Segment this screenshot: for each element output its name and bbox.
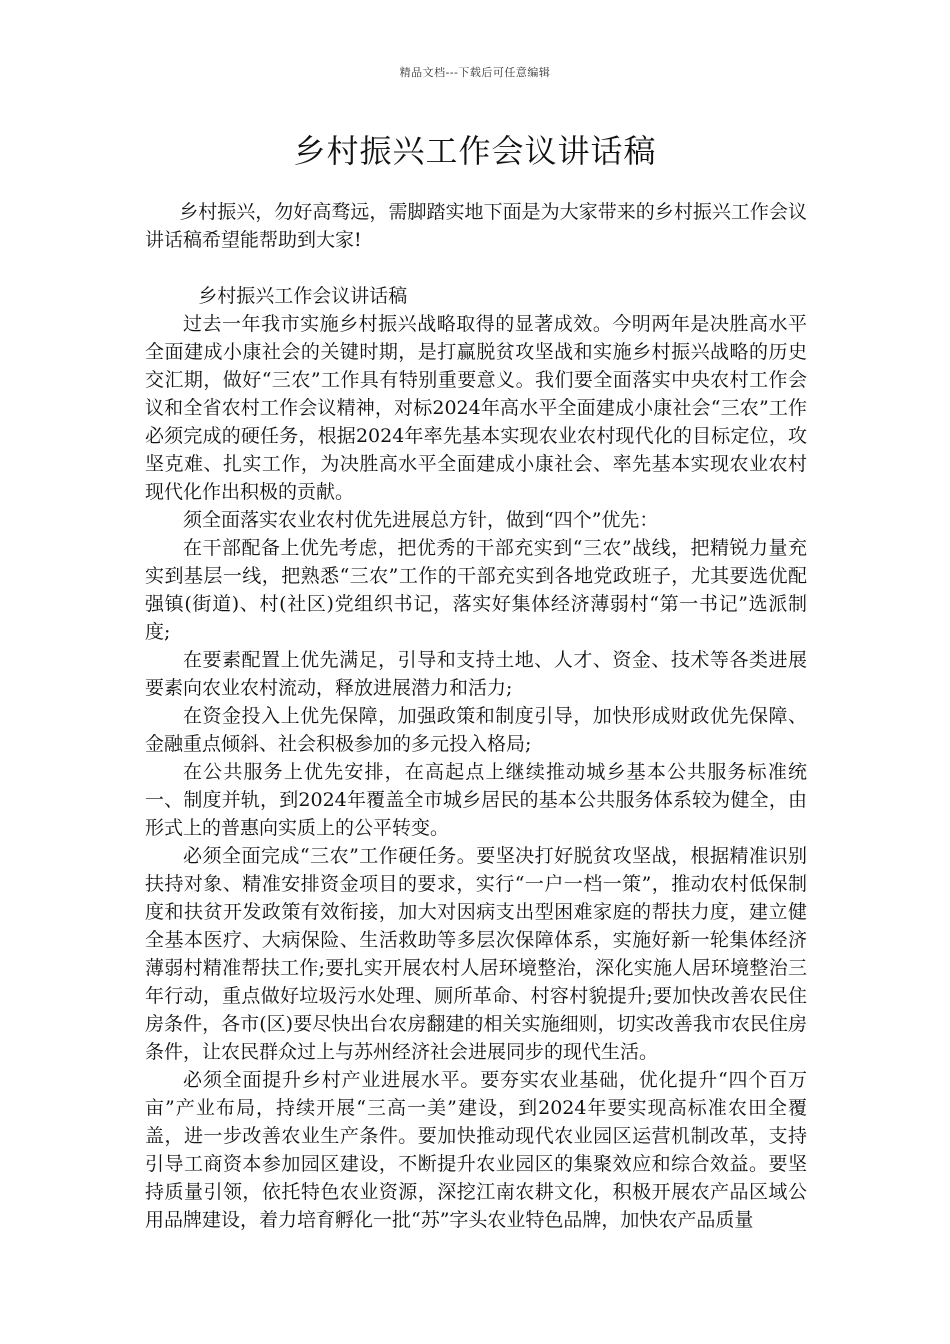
body-paragraph: 在公共服务上优先安排，在高起点上继续推动城乡基本公共服务标准统一、制度并轨，到2024年覆盖全市城乡居民的基本公共服务体系较为健全，由形式上的普惠向实质上的公平转变。 <box>145 761 807 839</box>
body-paragraph: 在干部配备上优先考虑，把优秀的干部充实到“三农”战线，把精锐力量充实到基层一线，把熟悉“三农”工作的干部充实到各地党政班子，尤其要选优配强镇(街道)、村(社区)党组织书记，落实好集体经济薄弱村“第一书记”选派制度; <box>145 537 807 643</box>
section-subheading: 乡村振兴工作会议讲话稿 <box>198 285 408 307</box>
body-paragraph: 过去一年我市实施乡村振兴战略取得的显著成效。今明两年是决胜高水平全面建成小康社会的关键时期，是打赢脱贫攻坚战和实施乡村振兴战略的历史交汇期，做好“三农”工作具有特别重要意义。我们要全面落实中央农村工作会议和全省农村工作会议精神，对标2024年高水平全面建成小康社会“三农”工作必须完成的硬任务，根据2024年率先基本实现农业农村现代化的目标定位，攻坚克难、扎实工作，为决胜高水平全面建成小康社会、率先基本实现农业农村现代化作出积极的贡献。 <box>145 313 807 503</box>
body-paragraph: 在要素配置上优先满足，引导和支持土地、人才、资金、技术等各类进展要素向农业农村流动，释放进展潜力和活力; <box>145 649 807 699</box>
body-paragraph: 在资金投入上优先保障，加强政策和制度引导，加快形成财政优先保障、金融重点倾斜、社会积极参加的多元投入格局; <box>145 705 807 755</box>
body-paragraph: 必须全面提升乡村产业进展水平。要夯实农业基础，优化提升“四个百万亩”产业布局，持续开展“三高一美”建设，到2024年要实现高标准农田全覆盖，进一步改善农业生产条件。要加快推动现代农业园区运营机制改革，支持引导工商资本参加园区建设，不断提升农业园区的集聚效应和综合效益。要坚持质量引领，依托特色农业资源，深挖江南农耕文化，积极开展农产品区域公用品牌建设，着力培育孵化一批“苏”字头农业特色品牌，加快农产品质量 <box>145 1069 807 1231</box>
document-title: 乡村振兴工作会议讲话稿 <box>293 132 657 170</box>
intro-paragraph: 乡村振兴，勿好高骛远，需脚踏实地下面是为大家带来的乡村振兴工作会议讲话稿希望能帮助到大家! <box>145 201 807 251</box>
header-note: 精品文档---下载后可任意编辑 <box>399 66 551 79</box>
body-paragraph: 必须全面完成“三农”工作硬任务。要坚决打好脱贫攻坚战，根据精准识别扶持对象、精准安排资金项目的要求，实行“一户一档一策”，推动农村低保制度和扶贫开发政策有效衔接，加大对因病支出型困难家庭的帮扶力度，建立健全基本医疗、大病保险、生活救助等多层次保障体系，实施好新一轮集体经济薄弱村精准帮扶工作;要扎实开展农村人居环境整治，深化实施人居环境整治三年行动，重点做好垃圾污水处理、厕所革命、村容村貌提升;要加快改善农民住房条件，各市(区)要尽快出台农房翻建的相关实施细则，切实改善我市农民住房条件，让农民群众过上与苏州经济社会进展同步的现代生活。 <box>145 845 807 1063</box>
body-paragraph: 须全面落实农业农村优先进展总方针，做到“四个”优先： <box>183 509 659 531</box>
document-body <box>145 198 807 1234</box>
